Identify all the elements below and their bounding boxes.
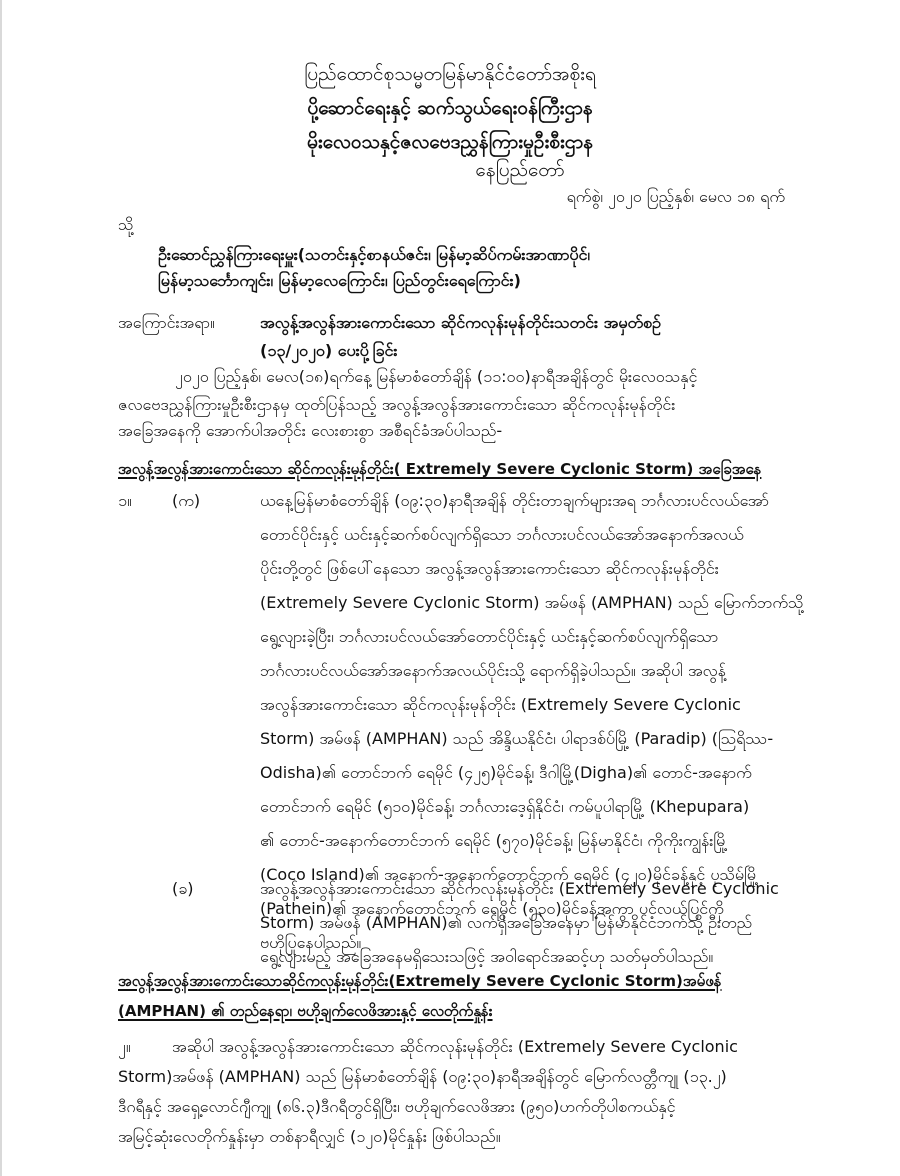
- header-city: နေပြည်တော်: [475, 159, 565, 181]
- intro-line-2: ဇလဗေဒညွှန်ကြားမှုဦးစီးဌာနမှ ထုတ်ပြန်သည့် အလွန့်အလွန်အားကောင်းသော ဆိုင်ကလုန်းမုန်တိုင်း: [118, 395, 676, 414]
- para-1-line: Odisha)၏ တောင်ဘက် ရေမိုင် (၄၂၅)မိုင်ခန့်၊ ဒီဂါမြို့(Digha)၏ တောင်-အနောက်: [260, 763, 752, 782]
- para-1-line: ရွေ့လျားခဲ့ပြီး၊ ဘင်္ဂလားပင်လယ်အော်တောင်ပိုင်းနှင့် ယင်းနှင့်ဆက်စပ်လျက်ရှိသော: [260, 627, 719, 646]
- to-label: သို့: [118, 215, 134, 234]
- to-line-2: မြန်မာ့သင်္ဘောကျင်း၊ မြန်မာ့လေကြောင်း၊ ပြည်တွင်းရေကြောင်း): [158, 271, 521, 290]
- document-date: ရက်စွဲ၊ ၂၀၂၀ ပြည့်နှစ်၊ မေလ ၁၈ ရက်: [566, 187, 785, 206]
- header-government: ပြည်ထောင်စုသမ္မတမြန်မာနိုင်ငံတော်အစိုးရ: [304, 63, 596, 85]
- para-2-line-3: ဒီဂရီနှင့် အရှေ့လောင်ဂျီကျု (၈၆.၃)ဒီဂရီတွင်ရှိပြီး၊ ဗဟိုချက်လေဖိအား (၉၅၀)ဟက်တိုပါစကယ်နှင့်: [118, 1097, 676, 1116]
- para-2-number: ၂။: [118, 1037, 131, 1056]
- header-department: မိုးလေဝသနှင့်ဇလဗေဒညွှန်ကြားမှုဦးစီးဌာန: [307, 131, 593, 153]
- para-1-sub-a: (က): [172, 491, 201, 510]
- section-2-heading-line-1: အလွန့်အလွန်အားကောင်းသောဆိုင်ကလုန်းမုန်တိုင်း(Extremely Severe Cyclonic Storm)အမ်ဖန်: [118, 972, 722, 990]
- para-1-line: (Coco Island)၏ အနောက်-အနောက်တောင်ဘက် ရေမိုင် (၄၂၀)မိုင်ခန့်နှင့် ပုသိမ်မြို့: [260, 865, 759, 884]
- para-1-line: အလွန်အားကောင်းသော ဆိုင်ကလုန်းမုန်တိုင်း (Extremely Severe Cyclonic: [260, 695, 741, 714]
- para-1-line: တောင်ဘက် ရေမိုင် (၅၁၀)မိုင်ခန့်၊ ဘင်္ဂလားဒေ့ရှ်နိုင်ငံ၊ ကမ်ပူပါရာမြို့ (Khepupara): [260, 797, 750, 816]
- para-1b-line: ရွေ့လျားမည့် အခြေအနေမရှိသေးသဖြင့် အဝါရောင်အဆင့်ဟု သတ်မှတ်ပါသည်။: [260, 947, 714, 966]
- intro-line-1: ၂၀၂၀ ပြည့်နှစ်၊ မေလ(၁၈)ရက်နေ့ မြန်မာစံတော်ချိန် (၁၁:၀၀)နာရီအချိန်တွင် မိုးလေဝသနှင့်: [175, 367, 698, 386]
- para-1-line: (Extremely Severe Cyclonic Storm) အမ်ဖန် (AMPHAN) သည် မြောက်ဘက်သို့: [260, 593, 804, 612]
- para-1-line: တောင်ပိုင်းနှင့် ယင်းနှင့်ဆက်စပ်လျက်ရှိသော ဘင်္ဂလားပင်လယ်အော်အနောက်အလယ်: [260, 525, 744, 544]
- para-2-line-4: အမြင့်ဆုံးလေတိုက်နှုန်းမှာ တစ်နာရီလျှင် (၁၂၀)မိုင်နှုန်း ဖြစ်ပါသည်။: [118, 1127, 501, 1146]
- para-2-line-1: အဆိုပါ အလွန့်အလွန်အားကောင်းသော ဆိုင်ကလုန်းမုန်တိုင်း (Extremely Severe Cyclonic: [172, 1037, 738, 1056]
- para-1b-line: Storm) အမ်ဖန် (AMPHAN)၏ လက်ရှိအခြေအနေမှာ မြန်မာနိုင်ငံဘက်သို့ ဦးတည်: [260, 913, 753, 932]
- scan-edge: [0, 0, 2, 1176]
- intro-line-3: အခြေအနေကို အောက်ပါအတိုင်း လေးစားစွာ အစီရင်ခံအပ်ပါသည်-: [118, 421, 503, 440]
- para-1-line: ၏ တောင်-အနောက်တောင်ဘက် ရေမိုင် (၅၇၀)မိုင်ခန့်၊ မြန်မာနိုင်ငံ၊ ကိုကိုးကျွန်းမြို့: [260, 831, 728, 850]
- para-1-line: (Pathein)၏ အနောက်တောင်ဘက် ရေမိုင် (၅၃၀)မိုင်ခန့်အကွာ ပင်လယ်ပြင်ကို: [260, 899, 724, 918]
- subject-line-1: အလွန့်အလွန်အားကောင်းသော ဆိုင်ကလုန်းမုန်တိုင်းသတင်း အမှတ်စဉ်: [260, 313, 661, 332]
- para-1-sub-b: (ခ): [172, 879, 194, 898]
- section-1-heading: အလွန့်အလွန်အားကောင်းသော ဆိုင်ကလုန်းမုန်တိုင်း( Extremely Severe Cyclonic Storm) အခြေအနေ: [118, 460, 762, 478]
- para-1b-line: အလွန့်အလွန်အားကောင်းသော ဆိုင်ကလုန်းမုန်တိုင်း (Extremely Severe Cyclonic: [260, 879, 779, 898]
- header-ministry: ပို့ဆောင်ရေးနှင့် ဆက်သွယ်ရေးဝန်ကြီးဌာန: [307, 97, 593, 119]
- subject-line-2: (၁၃/၂၀၂၀) ပေးပို့ခြင်း: [260, 341, 398, 360]
- para-1-line: ပိုင်းတို့တွင် ဖြစ်ပေါ်နေသော အလွန့်အလွန်အားကောင်းသော ဆိုင်ကလုန်းမုန်တိုင်း: [260, 559, 719, 578]
- subject-label: အကြောင်းအရာ။: [118, 313, 215, 332]
- to-line-1: ဦးဆောင်ညွှန်ကြားရေးမှူး(သတင်းနှင့်စာနယ်ဇင်း၊ မြန်မာ့ဆိပ်ကမ်းအာဏာပိုင်၊: [158, 245, 590, 264]
- para-2-line-2: Storm)အမ်ဖန် (AMPHAN) သည် မြန်မာစံတော်ချိန် (၀၉:၃၀)နာရီအချိန်တွင် မြောက်လတ္တီကျု (၁၃.၂): [118, 1067, 727, 1086]
- para-1-line: ယနေ့မြန်မာစံတော်ချိန် (၀၉:၃၀)နာရီအချိန် တိုင်းတာချက်များအရ ဘင်္ဂလားပင်လယ်အော်: [260, 491, 769, 510]
- para-1-number: ၁။: [118, 491, 132, 510]
- para-1-line: ဘင်္ဂလားပင်လယ်အော်အနောက်အလယ်ပိုင်းသို့ ရောက်ရှိခဲ့ပါသည်။ အဆိုပါ အလွန့်: [260, 661, 726, 680]
- para-1-line: ဗဟိုပြုနေပါသည်။: [260, 933, 362, 952]
- section-2-heading-line-2: (AMPHAN) ၏ တည်နေရာ၊ ဗဟိုချက်လေဖိအားနှင့် လေတိုက်နှုန်း: [118, 1002, 493, 1020]
- para-1b-body: [260, 872, 785, 974]
- para-1-line: Storm) အမ်ဖန် (AMPHAN) သည် အိန္ဒိယနိုင်ငံ၊ ပါရာဒစ်ပ်မြို့ (Paradip) (ဩရိဿ-: [260, 729, 774, 748]
